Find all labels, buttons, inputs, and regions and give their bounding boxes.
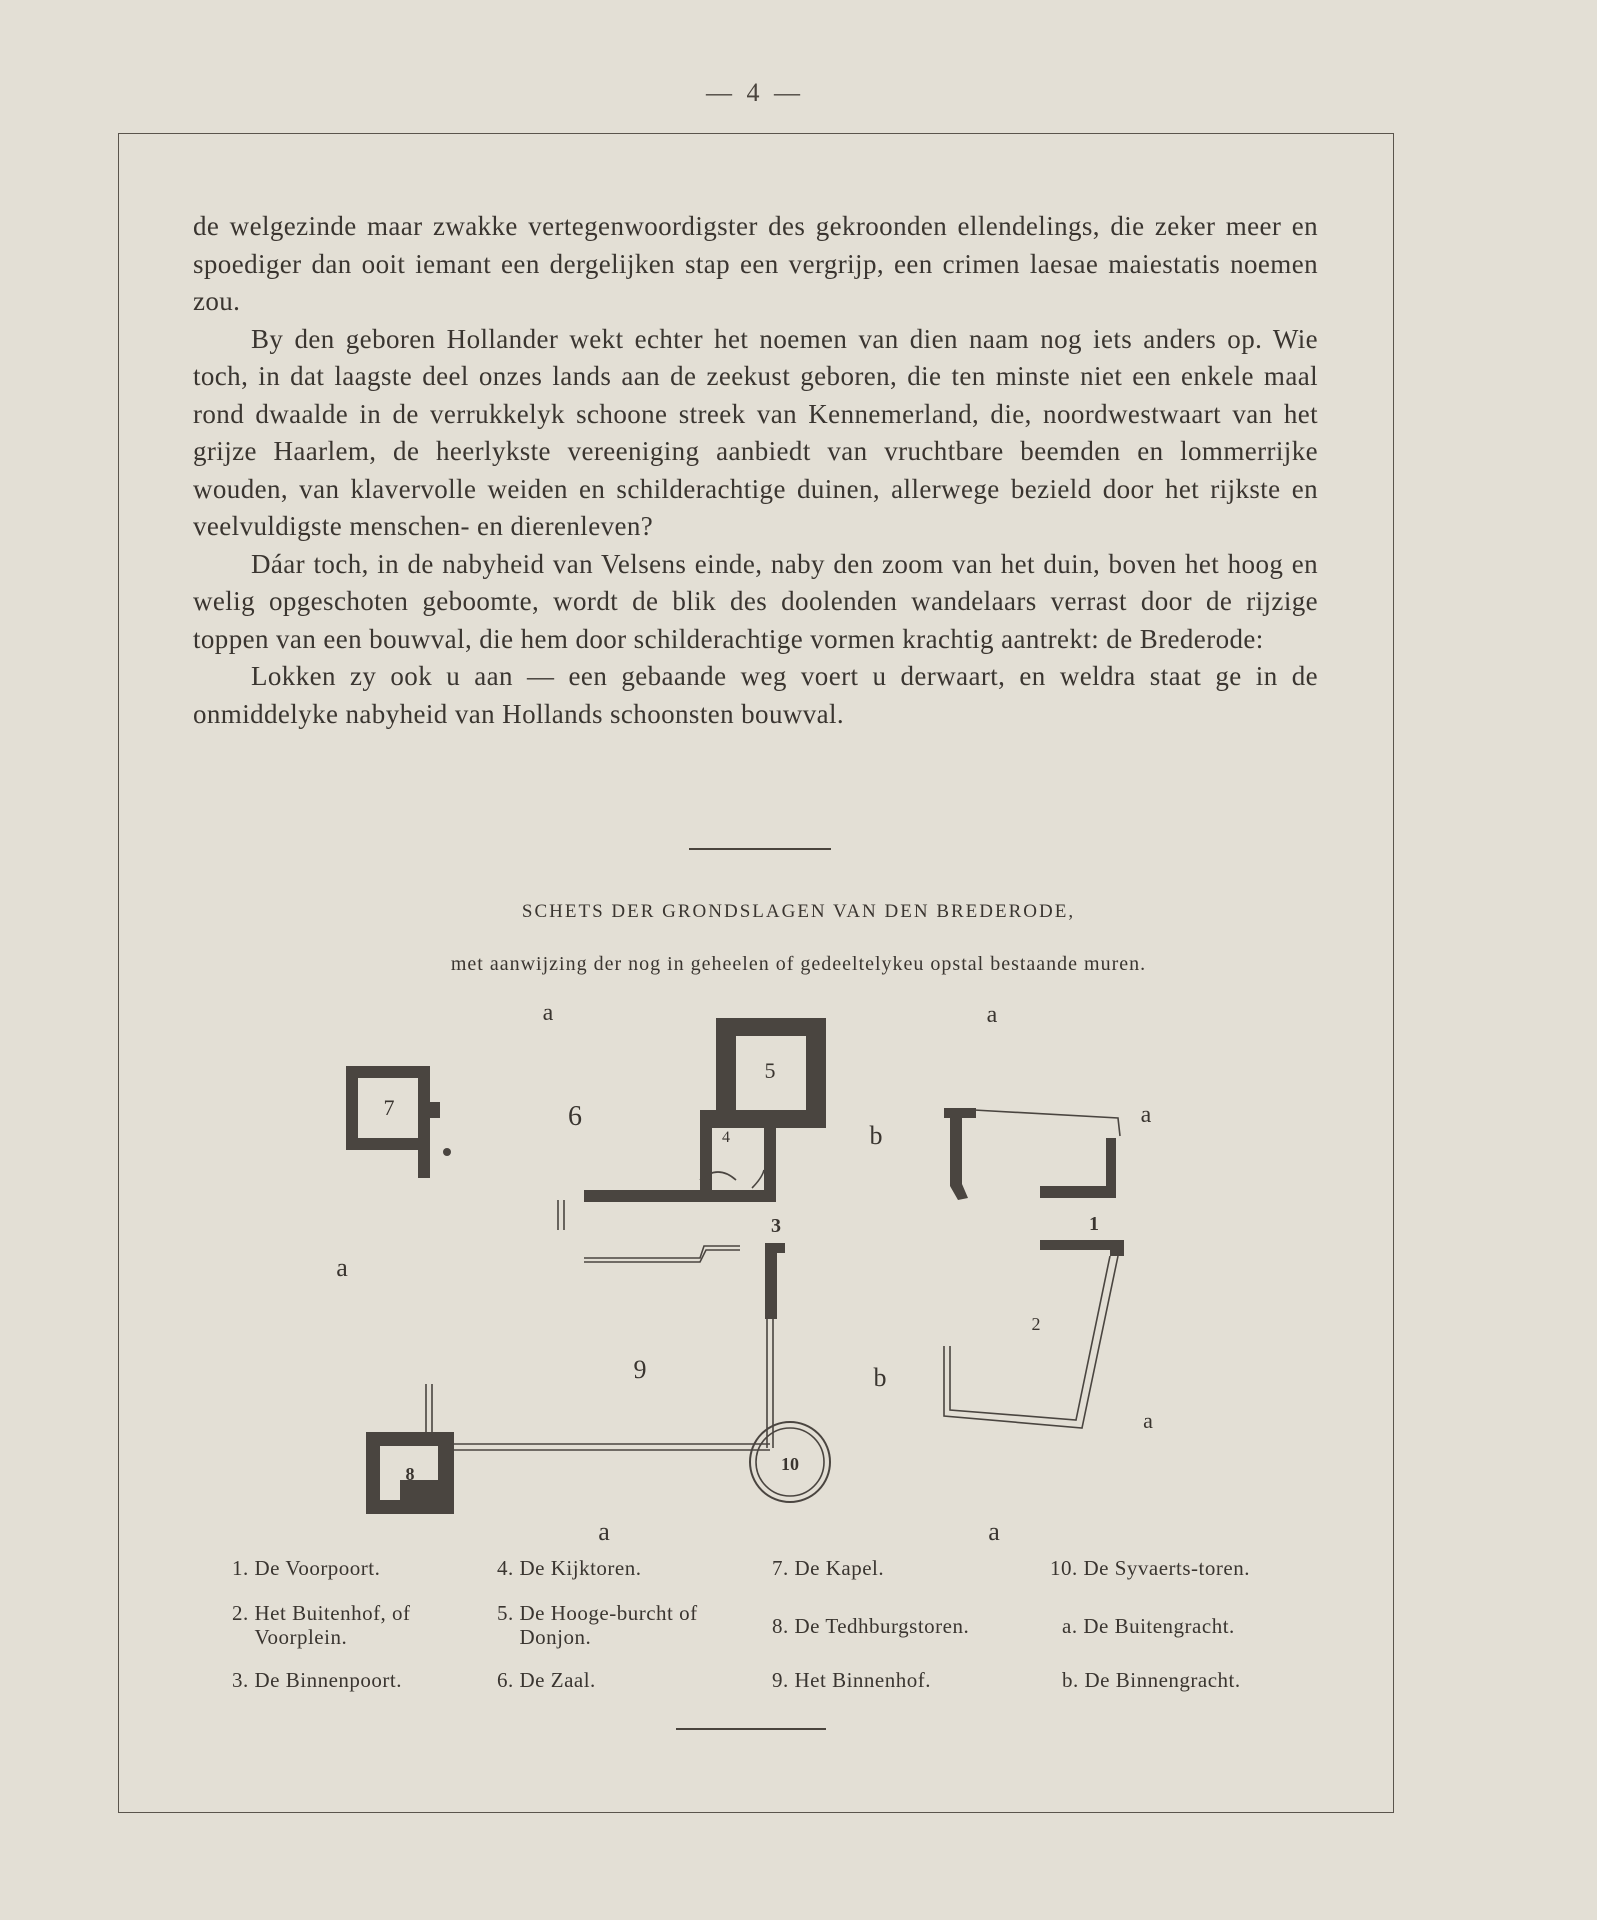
moat-label-a-6: a: [598, 1517, 610, 1546]
legend-item-5: 5. De Hooge-burcht of Donjon.: [497, 1601, 698, 1649]
plan-label-9: 9: [633, 1355, 647, 1384]
plan-title: SCHETS DER GRONDSLAGEN VAN DEN BREDERODE,: [521, 901, 1076, 922]
inner-gate-wall: [765, 1243, 777, 1319]
legend-item-8: 8. De Tedhburgstoren.: [772, 1614, 970, 1638]
plan-label-2: 2: [1031, 1314, 1041, 1334]
legend-item-2: 2. Het Buitenhof, of Voorplein.: [232, 1601, 411, 1649]
legend-item-4: 4. De Kijktoren.: [497, 1556, 642, 1580]
moat-label-a-1: a: [542, 1000, 554, 1026]
paragraph-3: Dáar toch, in de nabyheid van Velsens einde, naby den zoom van het duin, boven het hoog en welig opgeschoten geboomte, wordt de blik des doolenden wandelaars verrast door de rijzige toppen van een bouwval, die hem door schilderachtige vormen krachtig aantrekt: de Brederode:: [193, 548, 1318, 654]
hall-wall: [584, 1190, 776, 1202]
plan-label-8: 8: [405, 1464, 415, 1484]
legend-item-9: 9. Het Binnenhof.: [772, 1668, 931, 1692]
legend-item-1: 1. De Voorpoort.: [232, 1556, 381, 1580]
courtyard-south-line: [454, 1444, 770, 1450]
plan-label-6: 6: [568, 1101, 582, 1132]
paragraph-4: Lokken zy ook u aan — een gebaande weg voert u derwaart, en weldra staat ge in de onmiddelyke nabyheid van Hollands schoonsten bouwval.: [193, 661, 1318, 729]
separator-rule-bottom: [676, 1728, 826, 1730]
plan-label-4: 4: [722, 1129, 730, 1146]
gate-top-line: [974, 1110, 1120, 1136]
moat-label-a-3: a: [1140, 1102, 1152, 1128]
paragraph-2: By den geboren Hollander wekt echter het noemen van dien naam nog iets anders op. Wie toch, in dat laagste deel onzes lands aan de zeekust geboren, die ten minste niet een enkele maal rond dwaalde in de verrukkelyk schoone streek van Kennemerland, die, noordwestwaart van het grijze Haarlem, de heerlykste vereeniging aanbiedt van vruchtbare beemden en lommerrijke wouden, van klavervolle weiden en schilderachtige duinen, allerwege bezield door het rijkste en veelvuldigste menschen- en dierenleven?: [193, 323, 1318, 541]
tower-8-north-line: [426, 1384, 432, 1432]
paragraph-1: de welgezinde maar zwakke vertegenwoordigster des gekroonden ellendelings, die zeker meer en spoediger dan ooit iemant een dergelijken stap een vergrijp, een crimen laesae maiestatis noemen zou.: [193, 211, 1318, 316]
plan-subtitle: met aanwijzing der nog in geheelen of gedeeltelykeu opstal bestaande muren.: [450, 953, 1147, 975]
plan-label-3: 3: [771, 1215, 781, 1237]
chapel-dot: [443, 1148, 451, 1156]
page-number: — 4 —: [706, 78, 804, 107]
legend-item-3: 3. De Binnenpoort.: [232, 1668, 402, 1692]
moat-label-a-2: a: [986, 1002, 998, 1028]
chapel-wall: [346, 1066, 440, 1178]
moat-label-b-2: b: [873, 1363, 887, 1392]
front-gate-wall-a: [944, 1108, 976, 1200]
watchtower-arc-2: [752, 1170, 764, 1188]
moat-label-a-5: a: [1143, 1408, 1153, 1433]
moat-label-a-7: a: [988, 1517, 1000, 1546]
front-gate-wall-b: [1040, 1138, 1116, 1198]
plan-label-5: 5: [764, 1058, 776, 1083]
hall-side-line: [558, 1200, 564, 1230]
legend-item-a: a. De Buitengracht.: [1062, 1614, 1235, 1638]
plan-label-10: 10: [781, 1454, 799, 1474]
watchtower-wall: [700, 1110, 776, 1200]
moat-label-a-4: a: [336, 1253, 348, 1282]
legend-item-6: 6. De Zaal.: [497, 1668, 596, 1692]
plan-label-1: 1: [1089, 1213, 1099, 1235]
moat-label-b-1: b: [869, 1121, 883, 1150]
legend-item-b: b. De Binnengracht.: [1062, 1668, 1241, 1692]
legend-item-10: 10. De Syvaerts-toren.: [1050, 1556, 1250, 1580]
plan-label-7: 7: [383, 1095, 395, 1120]
outer-court-line: [944, 1256, 1118, 1428]
front-gate-wall-c: [1040, 1240, 1124, 1256]
inner-wall-line: [584, 1246, 740, 1262]
legend-item-7: 7. De Kapel.: [772, 1556, 885, 1580]
